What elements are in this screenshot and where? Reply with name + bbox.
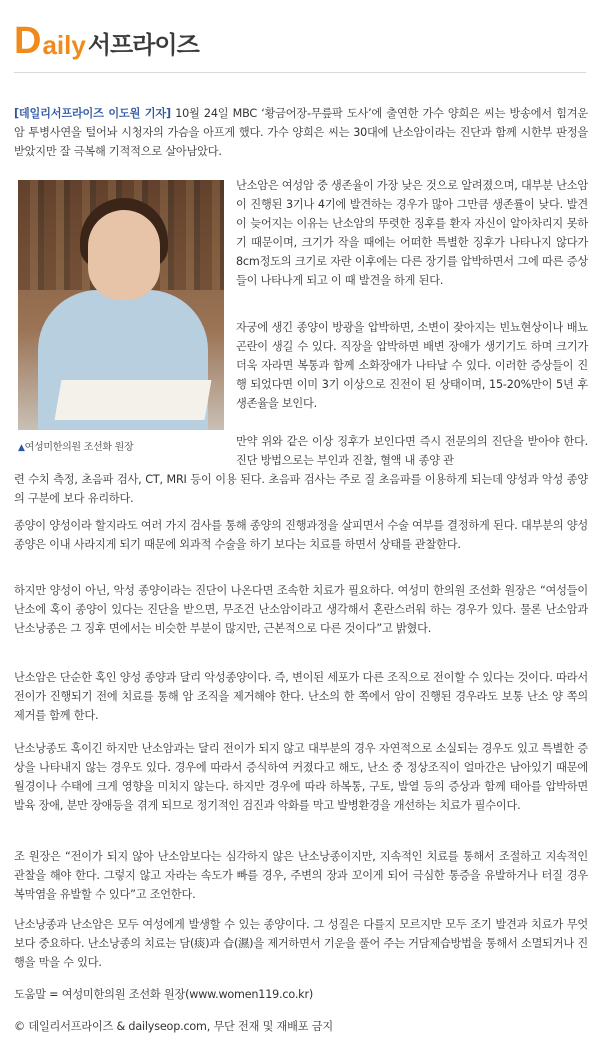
paragraph-7: 난소낭종도 혹이긴 하지만 난소암과는 달리 전이가 되지 않고 대부분의 경우 자연적으로 소실되는 경우도 있고 특별한 증상을 나타내지 않는 경우도 있다. 경우에 따라서 증식하여 커졌다고 해도, 난소 중 정상조직이 얼마간은 남아있기 때문에 월경이나 수태에 크게 영향을 미치지 않는다. 하지만 경우에 따라 하복통, 구토, 발열 등의 증상과 함께 태아를 압박하면 발육 장애, 분만 장애등을 겪게 되므로 정기적인 검진과 악화를 막고 발병환경을 개선하는 치료가 필수이다. xyxy=(14,742,588,812)
site-logo[interactable] xyxy=(14,18,199,60)
paragraph-4: 종양이 양성이라 할지라도 여러 가지 검사를 통해 종양의 진행과정을 살피면서 수술 여부를 결정하게 된다. 대부분의 양성종양은 이내 사라지게 되기 때문에 외과적 수술을 하기 보다는 치료를 하면서 상태를 관찰한다. xyxy=(14,519,588,551)
paragraph-3b: 련 수치 측정, 초음파 검사, CT, MRI 등이 이용 된다. 초음파 검사는 주로 질 초음파를 이용하게 되는데 양성과 악성 종양의 구분에 보다 유리하다. xyxy=(14,473,588,505)
caption-triangle-icon: ▲ xyxy=(18,443,25,453)
paragraph-9: 난소낭종과 난소암은 모두 여성에게 발생할 수 있는 종양이다. 그 성질은 다를지 모르지만 모두 조기 발견과 치료가 무엇보다 중요하다. 난소낭종의 치료는 담(痰)과 습(濕)을 제거하면서 기운을 풀어 주는 거담제습방법을 통해서 소멸되거나 진행을 막을 수 있다. xyxy=(14,918,588,969)
copyright-notice: © 데일리서프라이즈 & dailyseop.com, 무단 전재 및 재배포 금지 xyxy=(14,1020,333,1033)
lead-paragraph xyxy=(14,104,588,161)
logo-korean: 서프라이즈 xyxy=(87,31,199,59)
help-credit: 도움말 = 여성미한의원 조선화 원장(www.women119.co.kr) xyxy=(14,988,314,1001)
logo-aily: aily xyxy=(42,30,86,60)
paragraph-2: 자궁에 생긴 종양이 방광을 압박하면, 소변이 잦아지는 빈뇨현상이나 배뇨곤란이 생길 수 있다. 직장을 압박하면 배변 장애가 생기기도 하며 크기가 더욱 자라면 복통과 함께 소화장애가 나타날 수 있다. 이러한 증상들이 진행 되었다면 이미 3기 이상으로 진전이 된 상태이며, 15-20%만이 5년 후 생존율을 보인다. xyxy=(236,321,588,410)
photo-caption xyxy=(18,438,133,453)
lead-text: 10월 24일 MBC ‘황금어장-무릎팍 도사’에 출연한 가수 양희은 씨는 방송에서 힘겨운 암 투병사연을 털어놔 시청자의 가슴을 아프게 했다. 가수 양희은 씨는 30대에 난소암이라는 진단과 함께 시한부 판정을 받았지만 잘 극복해 기적적으로 살아남았다. xyxy=(14,107,589,158)
paragraph-6: 난소암은 단순한 혹인 양성 종양과 달리 악성종양이다. 즉, 변이된 세포가 다른 조직으로 전이할 수 있다는 것이다. 따라서 전이가 진행되기 전에 치료를 통해 암 조직을 제거해야 한다. 난소의 한 쪽에서 암이 진행된 경우라도 보통 난소 양 쪽의 제거를 함께 한다. xyxy=(14,671,588,722)
paragraph-3a: 만약 위와 같은 이상 징후가 보인다면 즉시 전문의의 진단을 받아야 한다. 진단 방법으로는 부인과 진찰, 혈액 내 종양 관 xyxy=(236,435,588,467)
reporter-byline: [데일리서프라이즈 이도원 기자] xyxy=(14,107,171,120)
paragraph-8: 조 원장은 “전이가 되지 않아 난소암보다는 심각하지 않은 난소낭종이지만, 지속적인 치료를 통해서 조절하고 지속적인 관찰을 해야 한다. 그렇지 않고 자라는 속도가 빠를 경우, 주변의 장과 꼬이게 되어 극심한 통증을 유발하거나 터질 경우 복막염을 유발할 수 있다”고 조언한다. xyxy=(14,850,588,901)
paragraph-5: 하지만 양성이 아닌, 악성 종양이라는 진단이 나온다면 조속한 치료가 필요하다. 여성미 한의원 조선화 원장은 “여성들이 난소에 혹이 종양이 있다는 진단을 받으면, 무조건 난소암이라고 생각해서 혼란스러워 하는 경우가 있다. 물론 난소암과 난소낭종은 그 징후 면에서는 비슷한 부분이 많지만, 근본적으로 다른 것이다”고 밝혔다. xyxy=(14,584,588,635)
paragraph-1: 난소암은 여성암 중 생존율이 가장 낮은 것으로 알려졌으며, 대부분 난소암이 진행된 3기나 4기에 발견하는 경우가 많아 그만큼 생존률이 낮다. 발견이 늦어지는 이유는 난소암의 뚜렷한 징후를 환자 자신이 알아차리지 못하기 때문이며, 크기가 작을 때에는 어떠한 특별한 징후가 나타나지 않다가 8cm정도의 크기로 자란 이후에는 다른 장기를 압박하면서 그에 따른 증상들이 나타나게 되고 이 때 발견을 하게 된다. xyxy=(236,179,588,287)
logo-letter-d: D xyxy=(14,20,42,62)
doctor-photo xyxy=(18,180,224,430)
caption-text: 여성미한의원 조선화 원장 xyxy=(24,442,134,453)
header-divider xyxy=(14,72,586,73)
